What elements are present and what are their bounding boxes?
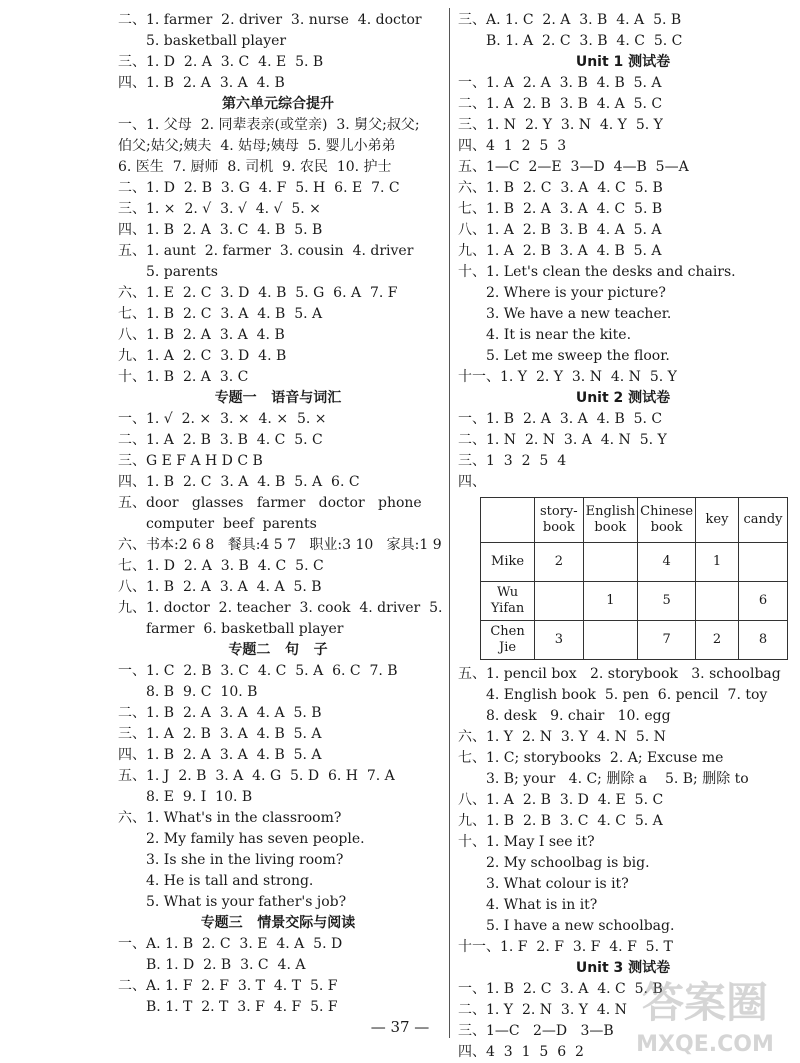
answer-line: 8. desk 9. chair 10. egg bbox=[486, 708, 671, 724]
answer-line: 八、1. B 2. A 3. A 4. A 5. B bbox=[118, 579, 322, 595]
answer-line: 一、1. B 2. A 3. A 4. B 5. C bbox=[458, 411, 663, 427]
answer-line: 十、1. B 2. A 3. C bbox=[118, 369, 249, 385]
answer-line: 七、1. B 2. C 3. A 4. B 5. A bbox=[118, 306, 323, 322]
section-heading: 专题一 语音与词汇 bbox=[214, 390, 342, 406]
answer-line: 五、1. pencil box 2. storybook 3. schoolbag bbox=[458, 666, 781, 682]
page-number: — 37 — bbox=[370, 1018, 430, 1036]
answer-line: 一、1. A 2. A 3. B 4. B 5. A bbox=[458, 75, 662, 91]
answer-line: 8. E 9. I 10. B bbox=[146, 789, 253, 805]
answer-line: 四、4 1 2 5 3 bbox=[458, 138, 567, 154]
answer-line: 五、door glasses farmer doctor phone bbox=[118, 495, 422, 511]
table-cell: 6 bbox=[738, 582, 787, 621]
table-row bbox=[481, 621, 788, 660]
table-header-cell: key bbox=[696, 498, 739, 543]
answer-line: 一、1. √ 2. × 3. × 4. × 5. × bbox=[118, 411, 327, 427]
answer-line: 4. English book 5. pen 6. pencil 7. toy bbox=[486, 687, 768, 703]
table-cell: 3 bbox=[535, 621, 583, 660]
answer-line: 八、1. A 2. B 3. B 4. A 5. A bbox=[458, 222, 662, 238]
answer-line: 一、A. 1. B 2. C 3. E 4. A 5. D bbox=[118, 936, 343, 952]
table-row-label: Wu Yifan bbox=[481, 582, 535, 621]
table-cell: 2 bbox=[535, 543, 583, 582]
section-heading: Unit 1 测试卷 bbox=[575, 54, 671, 70]
table-cell: 4 bbox=[638, 543, 696, 582]
answer-line: 三、A. 1. C 2. A 3. B 4. A 5. B bbox=[458, 12, 682, 28]
answer-line: 三、G E F A H D C B bbox=[118, 453, 263, 469]
table-row bbox=[481, 543, 788, 582]
table-row-label: Chen Jie bbox=[481, 621, 535, 660]
answer-line: 2. Where is your picture? bbox=[486, 285, 666, 301]
section-heading: 第六单元综合提升 bbox=[222, 96, 334, 112]
answer-line: 三、1. N 2. Y 3. N 4. Y 5. Y bbox=[458, 117, 663, 133]
answer-line: B. 1. T 2. T 3. F 4. F 5. F bbox=[146, 999, 338, 1015]
answer-line: 4. What is in it? bbox=[486, 897, 598, 913]
answer-line: 5. What is your father's job? bbox=[146, 894, 347, 910]
answer-line: 二、1. B 2. A 3. A 4. A 5. B bbox=[118, 705, 322, 721]
answer-line: 4. It is near the kite. bbox=[486, 327, 632, 343]
section-heading: 专题二 句 子 bbox=[228, 642, 328, 658]
answer-line: 四、1. B 2. A 3. A 4. B bbox=[118, 75, 285, 91]
answer-line: 六、1. B 2. C 3. A 4. C 5. B bbox=[458, 180, 663, 196]
table-cell: 1 bbox=[696, 543, 739, 582]
answer-line: 十、1. May I see it? bbox=[458, 834, 595, 850]
answer-line: 一、1. C 2. B 3. C 4. C 5. A 6. C 7. B bbox=[118, 663, 398, 679]
table-header-cell: candy bbox=[738, 498, 787, 543]
answer-line: 六、1. What's in the classroom? bbox=[118, 810, 342, 826]
answer-line: 八、1. B 2. A 3. A 4. B bbox=[118, 327, 285, 343]
answer-line: 2. My schoolbag is big. bbox=[486, 855, 650, 871]
right-top-answers bbox=[458, 10, 788, 493]
answer-line: 五、1—C 2—E 3—D 4—B 5—A bbox=[458, 159, 689, 175]
answer-line: 二、1. A 2. B 3. B 4. A 5. C bbox=[458, 96, 663, 112]
answer-line: 4. He is tall and strong. bbox=[146, 873, 314, 889]
answer-line: 3. What colour is it? bbox=[486, 876, 629, 892]
answer-line: 8. B 9. C 10. B bbox=[146, 684, 258, 700]
answer-line: 五、1. aunt 2. farmer 3. cousin 4. driver bbox=[118, 243, 414, 259]
answer-line: 十一、1. F 2. F 3. F 4. F 5. T bbox=[458, 939, 673, 955]
section-heading: Unit 2 测试卷 bbox=[575, 390, 671, 406]
table-row-label: Mike bbox=[481, 543, 535, 582]
answer-line: 3. We have a new teacher. bbox=[486, 306, 672, 322]
answer-line: 七、1. B 2. A 3. A 4. C 5. B bbox=[458, 201, 663, 217]
answer-line: 九、1. doctor 2. teacher 3. cook 4. driver 5. bbox=[118, 600, 443, 616]
answer-line: 6. 医生 7. 厨师 8. 司机 9. 农民 10. 护士 bbox=[118, 159, 392, 175]
table-header-cell: story- book bbox=[535, 498, 583, 543]
section-heading: Unit 3 测试卷 bbox=[575, 960, 671, 976]
answer-line: 十一、1. Y 2. Y 3. N 4. N 5. Y bbox=[458, 369, 677, 385]
answer-table bbox=[480, 497, 788, 660]
table-cell: 8 bbox=[738, 621, 787, 660]
answer-line: 九、1. A 2. C 3. D 4. B bbox=[118, 348, 287, 364]
left-column bbox=[118, 10, 443, 1018]
answer-line: 5. Let me sweep the floor. bbox=[486, 348, 670, 364]
answer-line: 5. I have a new schoolbag. bbox=[486, 918, 675, 934]
answer-line: 九、1. A 2. B 3. A 4. B 5. A bbox=[458, 243, 662, 259]
answer-line: 十、1. Let's clean the desks and chairs. bbox=[458, 264, 736, 280]
answer-line: 四、1. B 2. A 3. A 4. B 5. A bbox=[118, 747, 322, 763]
table-cell bbox=[583, 543, 638, 582]
table-cell: 2 bbox=[696, 621, 739, 660]
table-header-cell: Chinese book bbox=[638, 498, 696, 543]
answer-line: 六、1. E 2. C 3. D 4. B 5. G 6. A 7. F bbox=[118, 285, 398, 301]
table-cell bbox=[738, 543, 787, 582]
answer-line: 三、1. A 2. B 3. A 4. B 5. A bbox=[118, 726, 322, 742]
answer-line: 四、 bbox=[458, 474, 486, 490]
answer-line: B. 1. D 2. B 3. C 4. A bbox=[146, 957, 306, 973]
answer-line: 二、1. D 2. B 3. G 4. F 5. H 6. E 7. C bbox=[118, 180, 400, 196]
answer-line: 三、1. D 2. A 3. C 4. E 5. B bbox=[118, 54, 324, 70]
answer-line: 2. My family has seven people. bbox=[146, 831, 365, 847]
answer-line: farmer 6. basketball player bbox=[146, 621, 344, 637]
answer-line: computer beef parents bbox=[146, 516, 317, 532]
answer-line: 四、1. B 2. C 3. A 4. B 5. A 6. C bbox=[118, 474, 360, 490]
table-header-cell bbox=[481, 498, 535, 543]
answer-line: 七、1. D 2. A 3. B 4. C 5. C bbox=[118, 558, 324, 574]
table-header-row bbox=[481, 498, 788, 543]
answer-line: 三、1 3 2 5 4 bbox=[458, 453, 567, 469]
table-header-cell: English book bbox=[583, 498, 638, 543]
answer-line: 六、1. Y 2. N 3. Y 4. N 5. N bbox=[458, 729, 666, 745]
table-cell: 7 bbox=[638, 621, 696, 660]
answer-line: 二、1. Y 2. N 3. Y 4. N bbox=[458, 1002, 627, 1018]
answer-line: 5. basketball player bbox=[146, 33, 287, 49]
table-cell bbox=[535, 582, 583, 621]
answer-line: 三、1. × 2. √ 3. √ 4. √ 5. × bbox=[118, 201, 321, 217]
answer-line: 3. B; your 4. C; 删除 a 5. B; 删除 to bbox=[486, 771, 749, 787]
answer-line: B. 1. A 2. C 3. B 4. C 5. C bbox=[486, 33, 683, 49]
answer-line: 一、1. 父母 2. 同辈表亲(或堂亲) 3. 舅父;叔父; bbox=[118, 117, 420, 133]
answer-line: 六、书本:2 6 8 餐具:4 5 7 职业:3 10 家具:1 9 bbox=[118, 537, 442, 553]
answer-line: 五、1. J 2. B 3. A 4. G 5. D 6. H 7. A bbox=[118, 768, 395, 784]
watermark-logo bbox=[620, 965, 790, 1060]
answer-line: 5. parents bbox=[146, 264, 218, 280]
answer-line: 3. Is she in the living room? bbox=[146, 852, 344, 868]
table-cell bbox=[696, 582, 739, 621]
answer-line: 二、1. N 2. N 3. A 4. N 5. Y bbox=[458, 432, 667, 448]
answer-line: 七、1. C; storybooks 2. A; Excuse me bbox=[458, 750, 724, 766]
answer-line: 四、1. B 2. A 3. C 4. B 5. B bbox=[118, 222, 323, 238]
watermark-line1: 答案圈 bbox=[641, 978, 769, 1027]
answer-line: 八、1. A 2. B 3. D 4. E 5. C bbox=[458, 792, 664, 808]
watermark-line2: MXQE.COM bbox=[636, 1032, 774, 1057]
table-cell: 5 bbox=[638, 582, 696, 621]
right-column bbox=[458, 10, 788, 1063]
answer-line: 一、1. B 2. C 3. A 4. C 5. B bbox=[458, 981, 663, 997]
section-heading: 专题三 情景交际与阅读 bbox=[200, 915, 356, 931]
column-divider bbox=[449, 8, 450, 1038]
table-cell bbox=[583, 621, 638, 660]
table-cell: 1 bbox=[583, 582, 638, 621]
table-row bbox=[481, 582, 788, 621]
answer-line: 三、1—C 2—D 3—B bbox=[458, 1023, 614, 1039]
answer-line: 二、A. 1. F 2. F 3. T 4. T 5. F bbox=[118, 978, 338, 994]
answer-line: 四、4 3 1 5 6 2 bbox=[458, 1044, 584, 1060]
answer-line: 九、1. B 2. B 3. C 4. C 5. A bbox=[458, 813, 663, 829]
answer-line: 伯父;姑父;姨夫 4. 姑母;姨母 5. 婴儿小弟弟 bbox=[118, 138, 396, 154]
answer-line: 二、1. farmer 2. driver 3. nurse 4. doctor bbox=[118, 12, 422, 28]
answer-line: 二、1. A 2. B 3. B 4. C 5. C bbox=[118, 432, 323, 448]
